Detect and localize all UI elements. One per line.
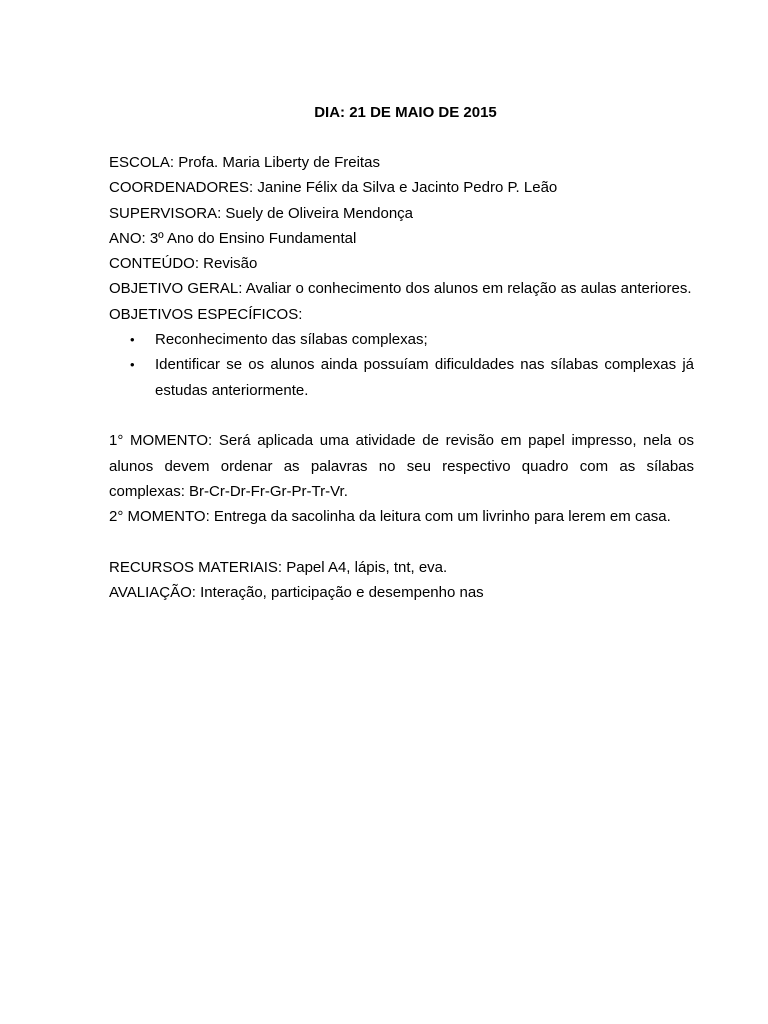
list-item xyxy=(109,352,694,403)
objetivos-especificos-label: OBJETIVOS ESPECÍFICOS: xyxy=(109,305,303,323)
spacer xyxy=(109,403,694,428)
coordenadores-field: COORDENADORES: Janine Félix da Silva e Jacinto Pedro P. Leão xyxy=(109,179,558,197)
list-item xyxy=(109,327,694,352)
recursos-materiais-field: RECURSOS MATERIAIS: Papel A4, lápis, tnt, eva. xyxy=(109,558,448,576)
escola-field: ESCOLA: Profa. Maria Liberty de Freitas xyxy=(109,154,380,171)
conteudo-field: CONTEÚDO: Revisão xyxy=(109,255,258,273)
primeiro-momento-paragraph: 1° MOMENTO: Será aplicada uma atividade de revisão em papel impresso, nela os alunos devem ordenar as palavras no seu respectivo quadro com as sílabas complexas: Br-Cr-Dr-Fr-Gr-Pr-Tr-Vr. xyxy=(109,432,694,500)
list-item-text: Identificar se os alunos ainda possuíam dificuldades nas sílabas complexas já estudas anteriormente. xyxy=(155,356,694,399)
list-item-text: Reconhecimento das sílabas complexas; xyxy=(155,331,428,349)
segundo-momento-paragraph: 2° MOMENTO: Entrega da sacolinha da leitura com um livrinho para lerem em casa. xyxy=(109,508,671,526)
objetivos-especificos-list xyxy=(109,327,694,403)
objetivo-geral-field: OBJETIVO GERAL: Avaliar o conhecimento dos alunos em relação as aulas anteriores. xyxy=(109,280,692,298)
document-page xyxy=(109,100,694,605)
avaliacao-field: AVALIAÇÃO: Interação, participação e desempenho nas xyxy=(109,584,484,602)
document-title: DIA: 21 DE MAIO DE 2015 xyxy=(314,104,497,121)
supervisora-field: SUPERVISORA: Suely de Oliveira Mendonça xyxy=(109,204,414,222)
ano-field: ANO: 3º Ano do Ensino Fundamental xyxy=(109,229,357,247)
bullet-icon: • xyxy=(130,332,135,348)
spacer xyxy=(109,529,694,554)
bullet-icon: • xyxy=(130,357,135,373)
